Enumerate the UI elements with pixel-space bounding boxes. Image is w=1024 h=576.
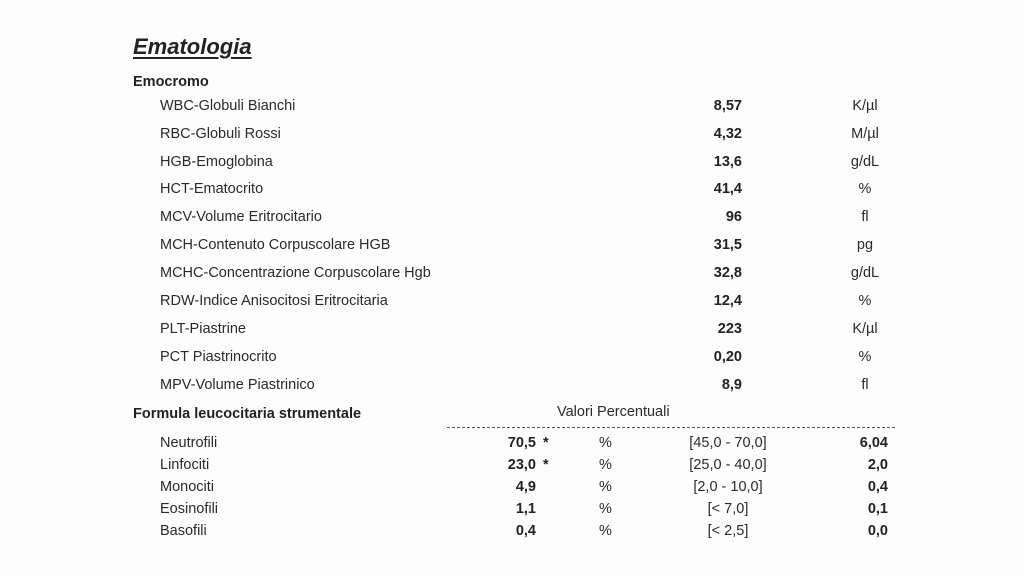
cell-percent: 0,4 xyxy=(515,523,536,539)
test-name: HCT-Ematocrito xyxy=(160,181,264,197)
test-unit: M/µl xyxy=(851,126,879,142)
test-name: WBC-Globuli Bianchi xyxy=(160,98,296,114)
page-title: Ematologia xyxy=(133,34,252,59)
table-row xyxy=(0,98,1024,122)
table-row xyxy=(0,293,1024,317)
cell-percent-sign: % xyxy=(599,479,612,495)
test-unit: g/dL xyxy=(850,154,880,170)
test-value: 41,4 xyxy=(713,181,742,197)
cell-name: Eosinofili xyxy=(160,501,219,517)
cell-absolute: 0,4 xyxy=(867,479,888,495)
cell-name: Basofili xyxy=(160,523,207,539)
test-value: 13,6 xyxy=(713,154,742,170)
table-row xyxy=(0,265,1024,289)
test-name: HGB-Emoglobina xyxy=(160,154,273,170)
test-unit: % xyxy=(858,293,872,309)
section-heading-emocromo: Emocromo xyxy=(133,74,209,90)
table-row xyxy=(0,501,1024,521)
test-unit: fl xyxy=(861,209,869,225)
test-value: 31,5 xyxy=(713,237,742,253)
cell-range: [45,0 - 70,0] xyxy=(689,435,767,451)
test-name: RDW-Indice Anisocitosi Eritrocitaria xyxy=(160,293,388,309)
cell-absolute: 2,0 xyxy=(867,457,888,473)
test-unit: pg xyxy=(856,237,874,253)
test-unit: K/µl xyxy=(852,321,878,337)
cell-percent-sign: % xyxy=(599,501,612,517)
table-row xyxy=(0,154,1024,178)
cell-absolute: 6,04 xyxy=(859,435,888,451)
cell-name: Neutrofili xyxy=(160,435,218,451)
cell-percent: 4,9 xyxy=(515,479,536,495)
cell-percent: 1,1 xyxy=(515,501,536,517)
cell-name: Linfociti xyxy=(160,457,210,473)
test-name: MCV-Volume Eritrocitario xyxy=(160,209,322,225)
table-row xyxy=(0,321,1024,345)
cell-range: [< 7,0] xyxy=(707,501,749,517)
cell-range: [25,0 - 40,0] xyxy=(689,457,767,473)
table-row xyxy=(0,181,1024,205)
cell-flag: * xyxy=(543,457,549,473)
cell-percent-sign: % xyxy=(599,435,612,451)
cell-percent-sign: % xyxy=(599,457,612,473)
cell-range: [2,0 - 10,0] xyxy=(693,479,763,495)
table-row xyxy=(0,457,1024,477)
test-value: 223 xyxy=(717,321,742,337)
test-name: MCHC-Concentrazione Corpuscolare Hgb xyxy=(160,265,431,281)
table-row xyxy=(0,126,1024,150)
test-unit: K/µl xyxy=(852,98,878,114)
table-row xyxy=(0,237,1024,261)
table-row xyxy=(0,349,1024,373)
test-unit: fl xyxy=(861,377,869,393)
cell-absolute: 0,0 xyxy=(867,523,888,539)
cell-percent: 23,0 xyxy=(507,457,536,473)
test-unit: % xyxy=(858,181,872,197)
table-row xyxy=(0,377,1024,401)
table-row xyxy=(0,523,1024,543)
test-name: PCT Piastrinocrito xyxy=(160,349,277,365)
test-name: RBC-Globuli Rossi xyxy=(160,126,281,142)
test-value: 0,20 xyxy=(713,349,742,365)
table-row xyxy=(0,435,1024,455)
cell-absolute: 0,1 xyxy=(867,501,888,517)
test-value: 4,32 xyxy=(713,126,742,142)
test-value: 8,57 xyxy=(713,98,742,114)
cell-name: Monociti xyxy=(160,479,214,495)
cell-range: [< 2,5] xyxy=(707,523,749,539)
test-value: 32,8 xyxy=(713,265,742,281)
cell-percent: 70,5 xyxy=(507,435,536,451)
test-unit: g/dL xyxy=(850,265,880,281)
column-heading-percent: Valori Percentuali xyxy=(557,404,670,420)
cell-flag: * xyxy=(543,435,549,451)
test-name: PLT-Piastrine xyxy=(160,321,246,337)
test-name: MPV-Volume Piastrinico xyxy=(160,377,315,393)
test-unit: % xyxy=(858,349,872,365)
cell-percent-sign: % xyxy=(599,523,612,539)
dashed-divider xyxy=(447,427,895,428)
test-value: 12,4 xyxy=(713,293,742,309)
test-name: MCH-Contenuto Corpuscolare HGB xyxy=(160,237,391,253)
test-value: 8,9 xyxy=(721,377,742,393)
section-heading-formula: Formula leucocitaria strumentale xyxy=(133,406,362,422)
table-row xyxy=(0,479,1024,499)
test-value: 96 xyxy=(725,209,742,225)
table-row xyxy=(0,209,1024,233)
